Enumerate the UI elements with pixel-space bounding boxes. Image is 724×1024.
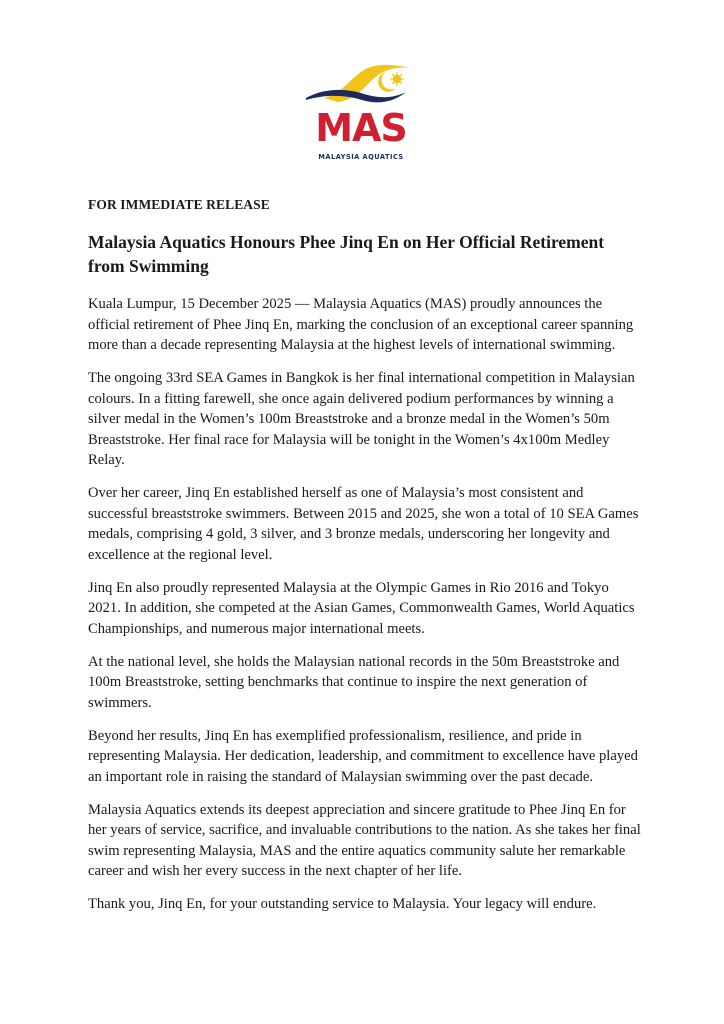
paragraph-olympics: Jinq En also proudly represented Malaysia at the Olympic Games in Rio 2016 and Tokyo 2021. In addition, she competed at the Asian Games, Commonwealth Games, World Aquatics Championships, and numerous major international meets. <box>88 579 635 637</box>
paragraph-national-records: At the national level, she holds the Malaysian national records in the 50m Breaststroke and 100m Breaststroke, setting benchmarks that continue to inspire the next generation of swimmers. <box>88 653 620 711</box>
paragraph-intro: Kuala Lumpur, 15 December 2025 — Malaysia Aquatics (MAS) proudly announces the official retirement of Phee Jinq En, marking the conclusion of an exceptional career spanning more than a decade representing Malaysia at the highest levels of international swimming. <box>88 296 634 353</box>
paragraph-career: Over her career, Jinq En established herself as one of Malaysia’s most consistent and successful breaststroke swimmers. Between 2015 and 2025, she won a total of 10 SEA Games medals, comprising 4 gold, 3 silver, and 3 bronze medals, underscoring her longevity and excellence at the regional level. <box>88 485 639 563</box>
paragraph-thank-you: Thank you, Jinq En, for your outstanding service to Malaysia. Your legacy will endure. <box>88 896 597 912</box>
logo-subtitle: MALAYSIA AQUATICS <box>318 153 404 161</box>
paragraph-appreciation: Malaysia Aquatics extends its deepest appreciation and sincere gratitude to Phee Jinq En for her years of service, sacrifice, and invaluable contributions to the nation. As she takes her final swim representing Malaysia, MAS and the entire aquatics community salute her remarkable career and wish her every success in the next chapter of her life. <box>88 801 641 879</box>
press-release <box>88 196 644 915</box>
logo-graphic <box>302 58 420 108</box>
headline: Malaysia Aquatics Honours Phee Jinq En on Her Official Retirement from Swimming <box>88 232 605 276</box>
malaysia-aquatics-logo <box>302 58 420 164</box>
star-icon <box>390 72 404 86</box>
release-label: FOR IMMEDIATE RELEASE <box>88 197 270 212</box>
logo-wordmark: MAS <box>315 106 407 150</box>
paragraph-legacy: Beyond her results, Jinq En has exemplified professionalism, resilience, and pride in representing Malaysia. Her dedication, leadership, and commitment to excellence have played an important role in raising the standard of Malaysian swimming over the past decade. <box>88 727 638 785</box>
paragraph-sea-games: The ongoing 33rd SEA Games in Bangkok is her final international competition in Malaysian colours. In a fitting farewell, she once again delivered podium performances by winning a silver medal in the Women’s 100m Breaststroke and a bronze medal in the Women’s 50m Breaststroke. Her final race for Malaysia will be tonight in the Women’s 4x100m Medley Relay. <box>88 370 635 468</box>
